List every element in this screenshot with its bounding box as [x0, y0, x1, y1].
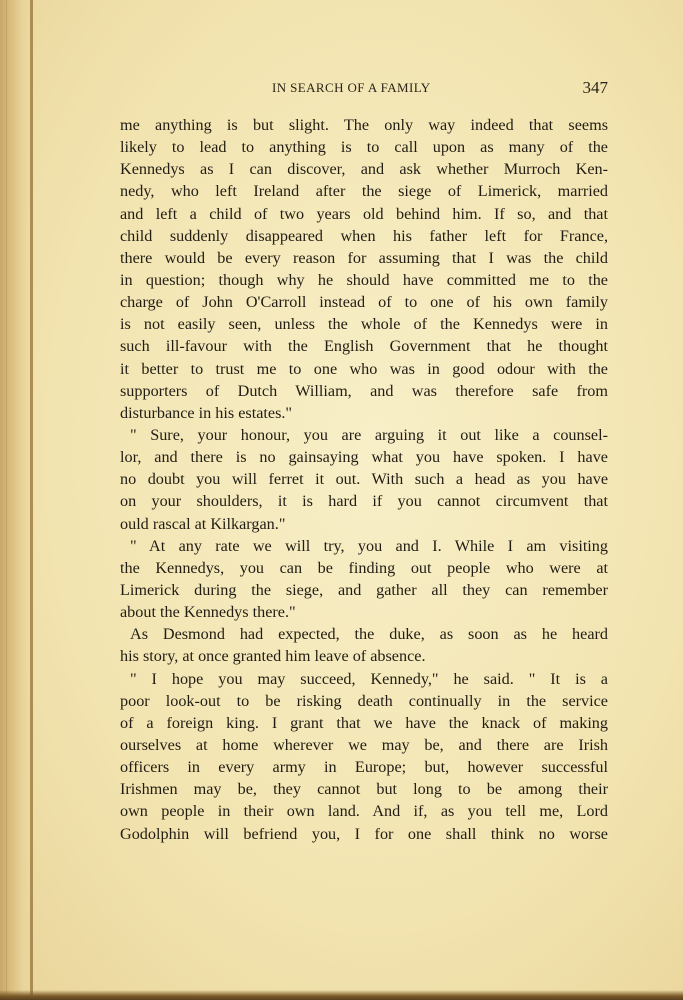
text-line: his story, at once granted him leave of absence. [120, 647, 426, 666]
page-header [120, 78, 608, 100]
text-line: supporters of Dutch William, and was therefore safe from [120, 381, 608, 400]
page-bottom-edge [0, 990, 683, 1000]
page-gutter-line [30, 0, 33, 1000]
text-line: ould rascal at Kilkargan." [120, 514, 286, 533]
text-line: me anything is but slight. The only way indeed that seems [120, 116, 608, 134]
body-text [120, 114, 608, 845]
text-line: of a foreign king. I grant that we have the knack of making [120, 713, 608, 732]
text-line: and left a child of two years old behind him. If so, and that [120, 204, 608, 223]
text-line: about the Kennedys there." [120, 603, 296, 622]
text-line: on your shoulders, it is hard if you cannot circumvent that [120, 492, 608, 511]
text-line: Kennedys as I can discover, and ask whether Murroch Ken- [120, 160, 608, 179]
page-number: 347 [582, 78, 608, 97]
text-line: child suddenly disappeared when his father left for France, [120, 226, 608, 245]
text-line: such ill-favour with the English Government that he thought [120, 337, 608, 356]
spine-edge-line [6, 0, 7, 1000]
text-line: nedy, who left Ireland after the siege of Limerick, married [120, 182, 608, 201]
text-line: lor, and there is no gainsaying what you have spoken. I have [120, 448, 608, 467]
text-line: ourselves at home wherever we may be, and there are Irish [120, 735, 608, 754]
text-line: charge of John O'Carroll instead of to one of his own family [120, 293, 608, 312]
text-line: As Desmond had expected, the duke, as soon as he heard [130, 625, 608, 644]
text-line: there would be every reason for assuming that I was the child [120, 248, 608, 267]
text-line: own people in their own land. And if, as you tell me, Lord [120, 802, 608, 821]
text-line: is not easily seen, unless the whole of the Kennedys were in [120, 315, 608, 334]
text-line: " At any rate we will try, you and I. While I am visiting [130, 536, 608, 555]
text-line: it better to trust me to one who was in good odour with the [120, 359, 608, 378]
text-line: Godolphin will befriend you, I for one shall think no worse [120, 824, 608, 843]
text-line: no doubt you will ferret it out. With such a head as you have [120, 470, 608, 489]
text-line: " Sure, your honour, you are arguing it out like a counsel- [130, 425, 608, 444]
text-line: the Kennedys, you can be finding out people who were at [120, 558, 608, 577]
text-line: in question; though why he should have committed me to the [120, 270, 608, 289]
text-line: " I hope you may succeed, Kennedy," he said. " It is a [130, 669, 608, 688]
text-line: Limerick during the siege, and gather all they can remember [120, 580, 608, 599]
text-line: officers in every army in Europe; but, however successful [120, 758, 608, 777]
text-line: disturbance in his estates." [120, 403, 293, 422]
text-line: likely to lead to anything is to call upon as many of the [120, 138, 608, 157]
text-line: Irishmen may be, they cannot but long to be among their [120, 780, 608, 799]
running-head: IN SEARCH OF A FAMILY [272, 80, 431, 95]
text-line: poor look-out to be risking death continually in the service [120, 691, 608, 710]
